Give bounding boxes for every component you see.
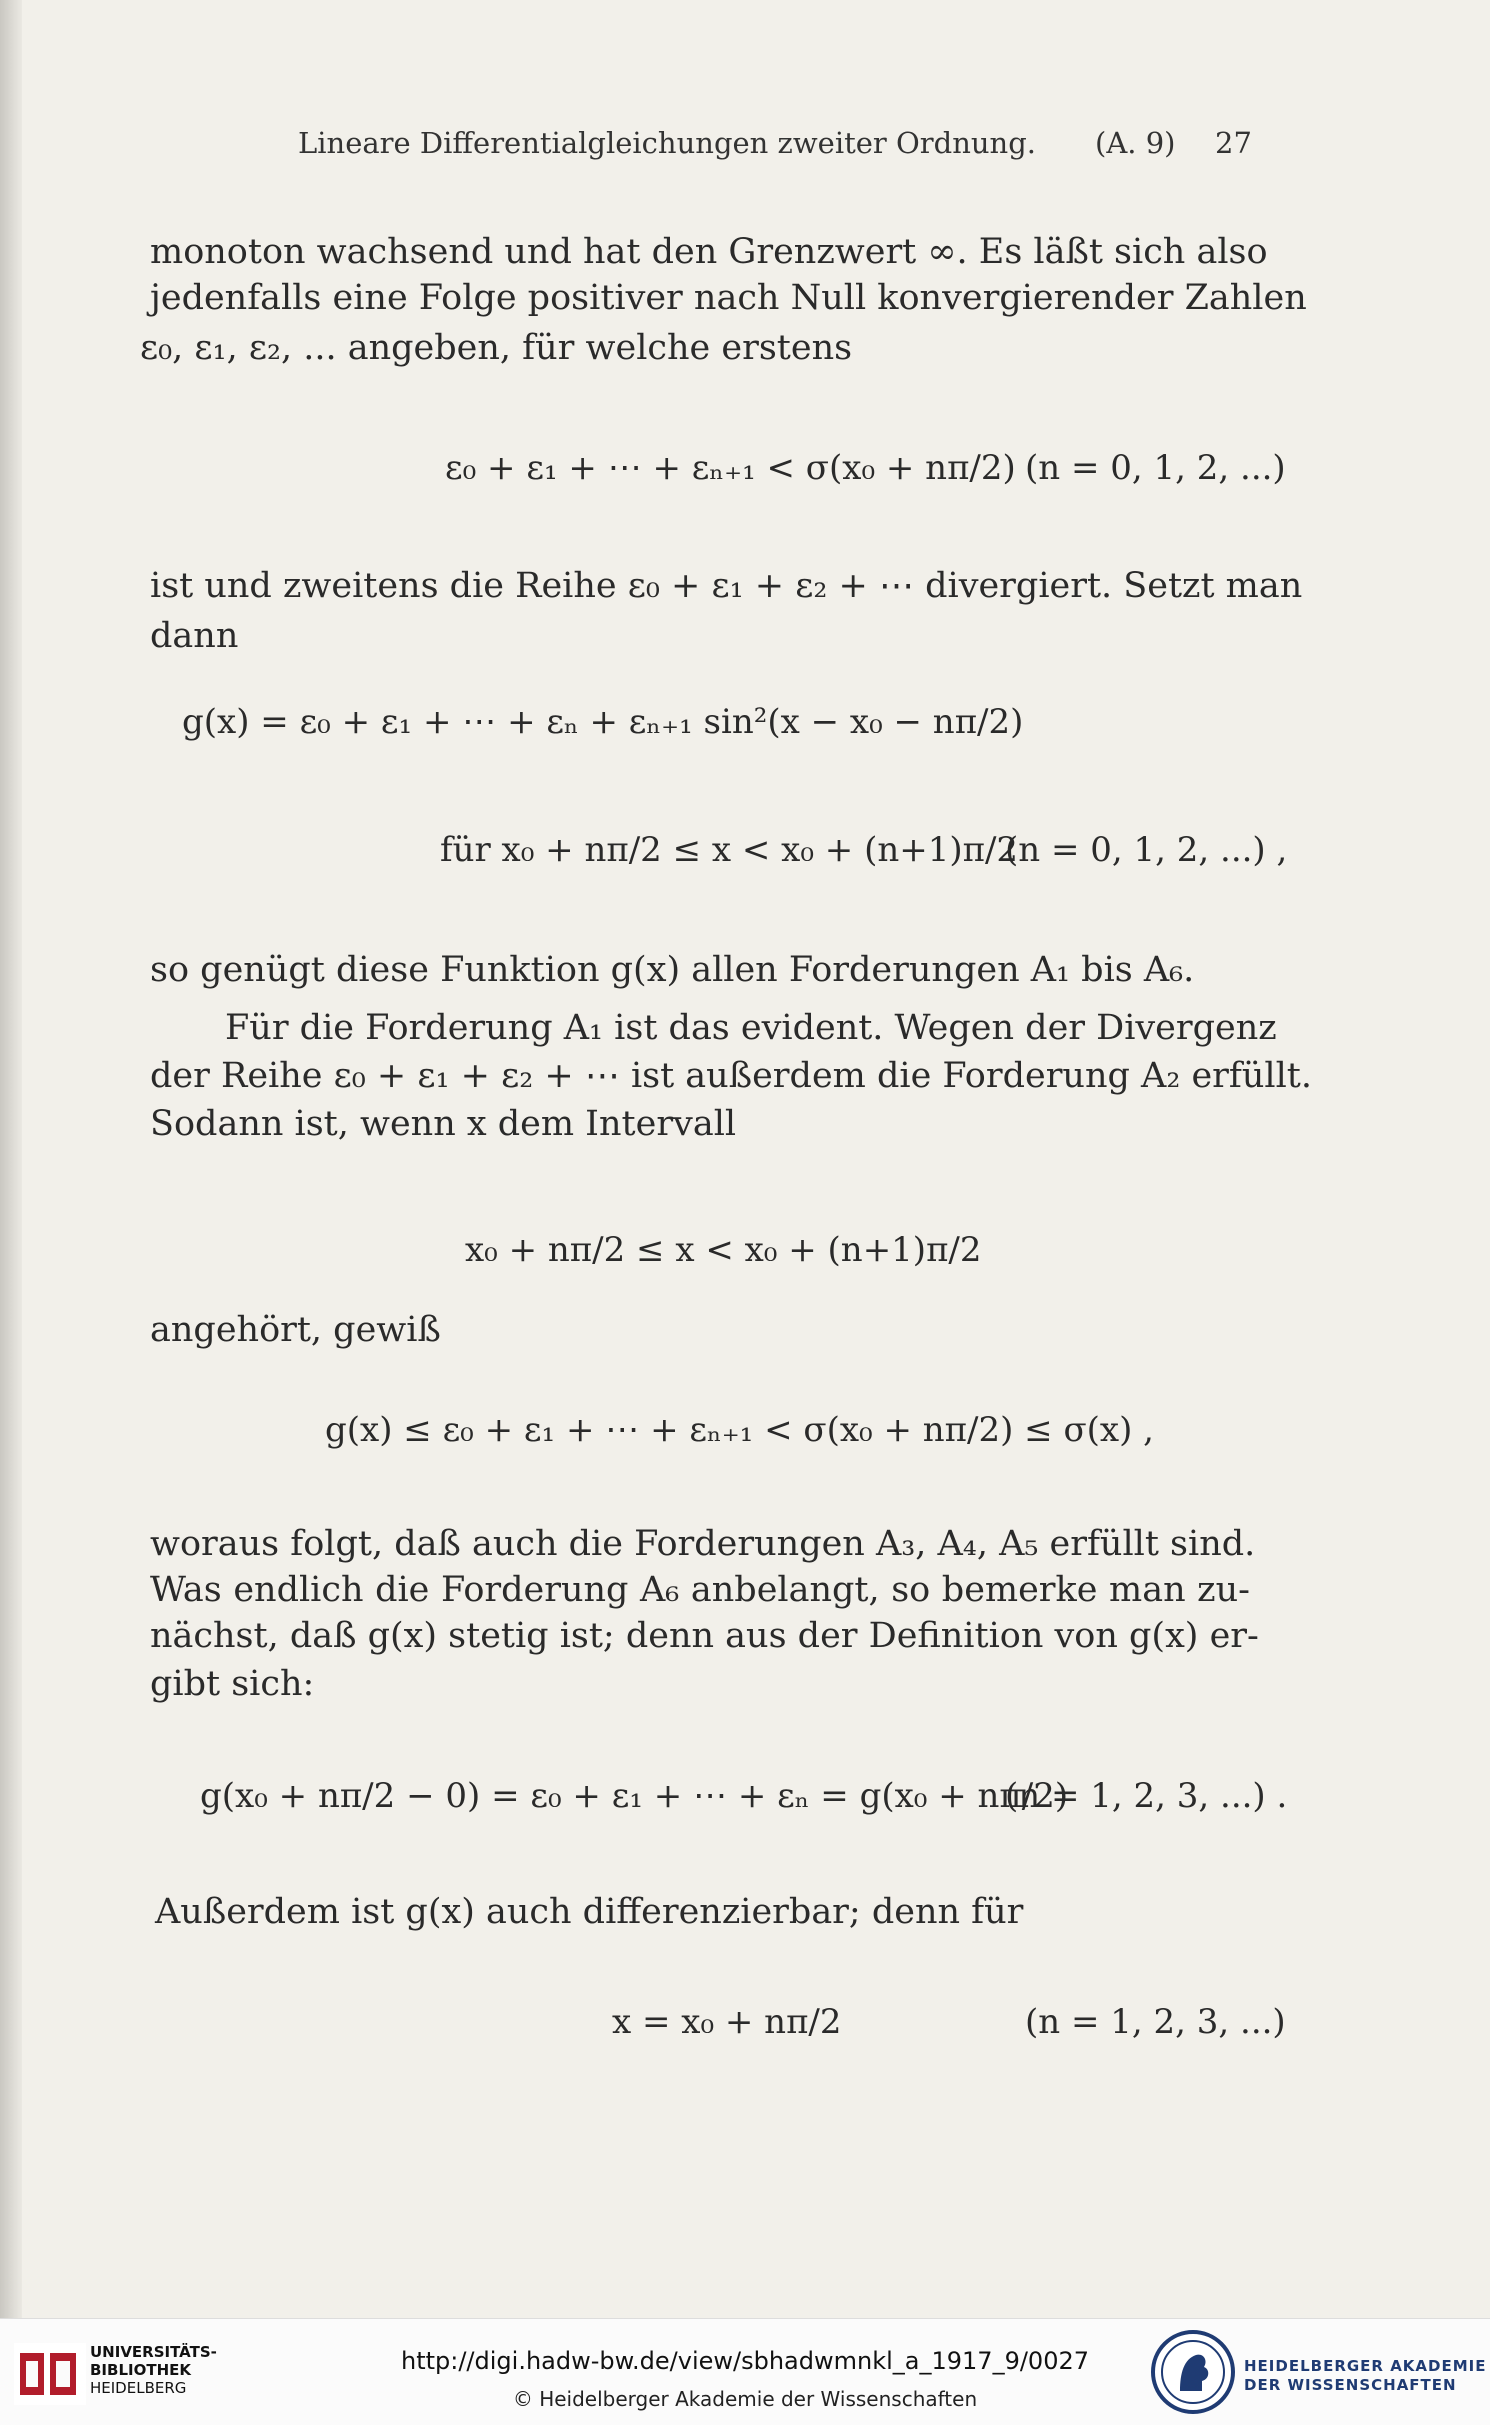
- equation-condition: (n = 1, 2, 3, ...) .: [1005, 1776, 1288, 1816]
- equation: g(x) = ε₀ + ε₁ + ⋯ + εₙ + εₙ₊₁ sin²(x − x₀ − nπ/2): [182, 702, 1024, 742]
- running-title: Lineare Differentialgleichungen zweiter Ordnung.: [298, 126, 1037, 160]
- academy-seal-icon: [1150, 2329, 1236, 2415]
- text-line: dann: [150, 616, 239, 656]
- text-line: Sodann ist, wenn x dem Intervall: [150, 1104, 737, 1144]
- equation: ε₀ + ε₁ + ⋯ + εₙ₊₁ < σ(x₀ + nπ/2): [445, 448, 1016, 488]
- equation-condition: (n = 1, 2, 3, ...): [1025, 2002, 1286, 2042]
- text-line: woraus folgt, daß auch die Forderungen A₃, A₄, A₅ erfüllt sind.: [150, 1524, 1256, 1564]
- text-line: gibt sich:: [150, 1664, 315, 1704]
- text-line: jedenfalls eine Folge positiver nach Null konvergierender Zahlen: [150, 278, 1307, 318]
- page-edge-shadow: [0, 0, 22, 2318]
- equation-condition: (n = 0, 1, 2, ...) ,: [1005, 830, 1288, 870]
- equation: x₀ + nπ/2 ≤ x < x₀ + (n+1)π/2: [465, 1230, 982, 1270]
- text-line: so genügt diese Funktion g(x) allen Forderungen A₁ bis A₆.: [150, 950, 1195, 990]
- copyright-notice: © Heidelberger Akademie der Wissenschaften: [512, 2387, 978, 2411]
- page-url[interactable]: http://digi.hadw-bw.de/view/sbhadwmnkl_a_1917_9/0027: [400, 2347, 1090, 2375]
- text-line: monoton wachsend und hat den Grenzwert ∞. Es läßt sich also: [150, 232, 1268, 272]
- text-line: ist und zweitens die Reihe ε₀ + ε₁ + ε₂ + ⋯ divergiert. Setzt man: [150, 566, 1303, 606]
- equation-condition: (n = 0, 1, 2, ...): [1025, 448, 1286, 488]
- text-line: Außerdem ist g(x) auch differenzierbar; denn für: [155, 1892, 1024, 1932]
- page-number: 27: [1215, 126, 1252, 160]
- text-line: Für die Forderung A₁ ist das evident. Wegen der Divergenz: [225, 1008, 1277, 1048]
- academy-name: HEIDELBERGER AKADEMIE DER WISSENSCHAFTEN: [1244, 2357, 1487, 2394]
- equation: x = x₀ + nπ/2: [612, 2002, 842, 2042]
- text-line: nächst, daß g(x) stetig ist; denn aus der Definition von g(x) er-: [150, 1616, 1259, 1656]
- library-name: UNIVERSITÄTS- BIBLIOTHEK HEIDELBERG: [90, 2343, 217, 2397]
- equation: g(x₀ + nπ/2 − 0) = ε₀ + ε₁ + ⋯ + εₙ = g(x₀ + nπ/2): [200, 1776, 1069, 1816]
- text-line: angehört, gewiß: [150, 1310, 441, 1350]
- text-line: der Reihe ε₀ + ε₁ + ε₂ + ⋯ ist außerdem die Forderung A₂ erfüllt.: [150, 1056, 1312, 1096]
- equation: g(x) ≤ ε₀ + ε₁ + ⋯ + εₙ₊₁ < σ(x₀ + nπ/2) ≤ σ(x) ,: [325, 1410, 1154, 1450]
- text-line: ε₀, ε₁, ε₂, ... angeben, für welche erstens: [140, 328, 853, 368]
- section-label: (A. 9): [1095, 126, 1176, 160]
- text-line: Was endlich die Forderung A₆ anbelangt, so bemerke man zu-: [150, 1570, 1250, 1610]
- footer-bar: [0, 2318, 1490, 2425]
- equation: für x₀ + nπ/2 ≤ x < x₀ + (n+1)π/2: [440, 830, 1019, 870]
